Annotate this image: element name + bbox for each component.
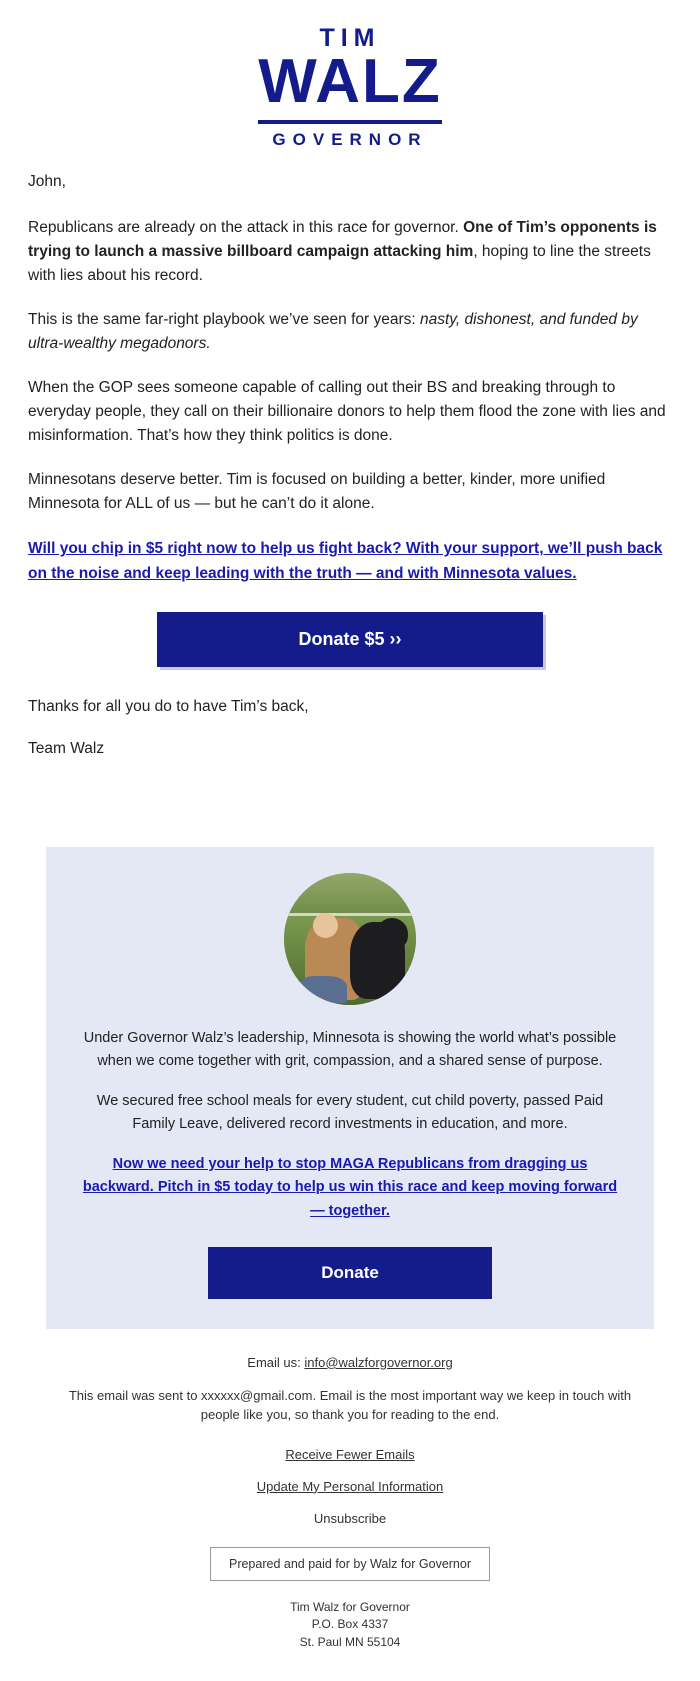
email-body: [0, 164, 700, 761]
unsubscribe-link[interactable]: Unsubscribe: [313, 1510, 387, 1526]
card-pitch-in-link[interactable]: Now we need your help to stop MAGA Republicans from dragging us backward. Pitch in $5 today to help us win this race and keep moving forward — together.: [82, 1156, 618, 1219]
logo-text-governor: GOVERNOR: [272, 129, 428, 149]
email-footer: [0, 1329, 700, 1669]
card-paragraph-1: Under Governor Walz’s leadership, Minnesota is showing the world what’s possible when we come together with grit, compassion, and a shared sense of purpose.: [83, 1030, 617, 1069]
spacer: [0, 779, 700, 847]
signoff: [28, 695, 672, 761]
paragraph-4: Minnesotans deserve better. Tim is focused on building a better, kinder, more unified Minnesota for ALL of us — but he can’t do it alone.: [28, 471, 606, 513]
address-line-2: P.O. Box 4337: [311, 1617, 389, 1632]
mailing-address: [52, 1599, 648, 1651]
paragraph-2-italic: nasty, dishonest, and funded by ultra-wealthy megadonors.: [28, 310, 638, 352]
address-line-1: Tim Walz for Governor: [290, 1599, 410, 1614]
receive-fewer-emails-link[interactable]: Receive Fewer Emails: [285, 1446, 415, 1462]
contact-email-link[interactable]: info@walzforgovernor.org: [304, 1354, 453, 1370]
donate-5-button[interactable]: Donate $5 ››: [157, 612, 543, 667]
salutation: John,: [28, 172, 66, 190]
card-paragraph-2: We secured free school meals for every student, cut child poverty, passed Paid Family Leave, delivered record investments in education, and more.: [96, 1093, 604, 1132]
sent-to-notice: This email was sent to xxxxxx@gmail.com. Email is the most important way we keep in touch with people like you, so thank you for reading to the end.: [68, 1387, 632, 1423]
highlight-card: [46, 847, 654, 1328]
paragraph-2-text-a: This is the same far-right playbook we’ve seen for years:: [28, 310, 420, 328]
logo-text-tim: TIM: [319, 24, 381, 52]
walz-with-dog-photo: [284, 873, 416, 1005]
paragraph-1-text-b: , hoping to line the streets with lies about his record.: [28, 242, 651, 284]
chip-in-link[interactable]: Will you chip in $5 right now to help us fight back? With your support, we’ll push back on the noise and keep leading with the truth — and with Minnesota values.: [28, 540, 663, 583]
photo-fence-line: [284, 913, 416, 916]
update-personal-information-link[interactable]: Update My Personal Information: [256, 1478, 444, 1494]
donate-button-row: [28, 612, 672, 667]
paragraph-1: [28, 216, 672, 288]
photo-person-legs: [300, 976, 348, 1002]
logo-text-walz: WALZ: [258, 47, 442, 116]
paragraph-1-bold: One of Tim’s opponents is trying to launch a massive billboard campaign attacking him: [28, 218, 657, 260]
logo-divider: [258, 120, 442, 124]
logo-inner: [258, 26, 442, 148]
campaign-logo: [0, 0, 700, 164]
contact-email-line: [52, 1355, 648, 1370]
paragraph-1-text-a: Republicans are already on the attack in this race for governor.: [28, 218, 464, 236]
contact-email-label: Email us:: [247, 1354, 305, 1370]
paragraph-2: [28, 308, 672, 356]
photo-person-head: [313, 913, 338, 938]
photo-background-sky: [284, 873, 416, 918]
address-line-3: St. Paul MN 55104: [299, 1634, 401, 1649]
paragraph-3: When the GOP sees someone capable of calling out their BS and breaking through to everyday people, they call on their billionaire donors to help them flood the zone with lies and misinformation. That’s how they think politics is done.: [28, 378, 666, 445]
paid-for-disclaimer: Prepared and paid for by Walz for Governor: [210, 1547, 490, 1581]
card-donate-button[interactable]: Donate: [208, 1247, 492, 1299]
thanks-line: Thanks for all you do to have Tim’s back,: [28, 698, 309, 716]
photo-dog-head: [376, 918, 408, 950]
signature-line: Team Walz: [28, 740, 105, 758]
